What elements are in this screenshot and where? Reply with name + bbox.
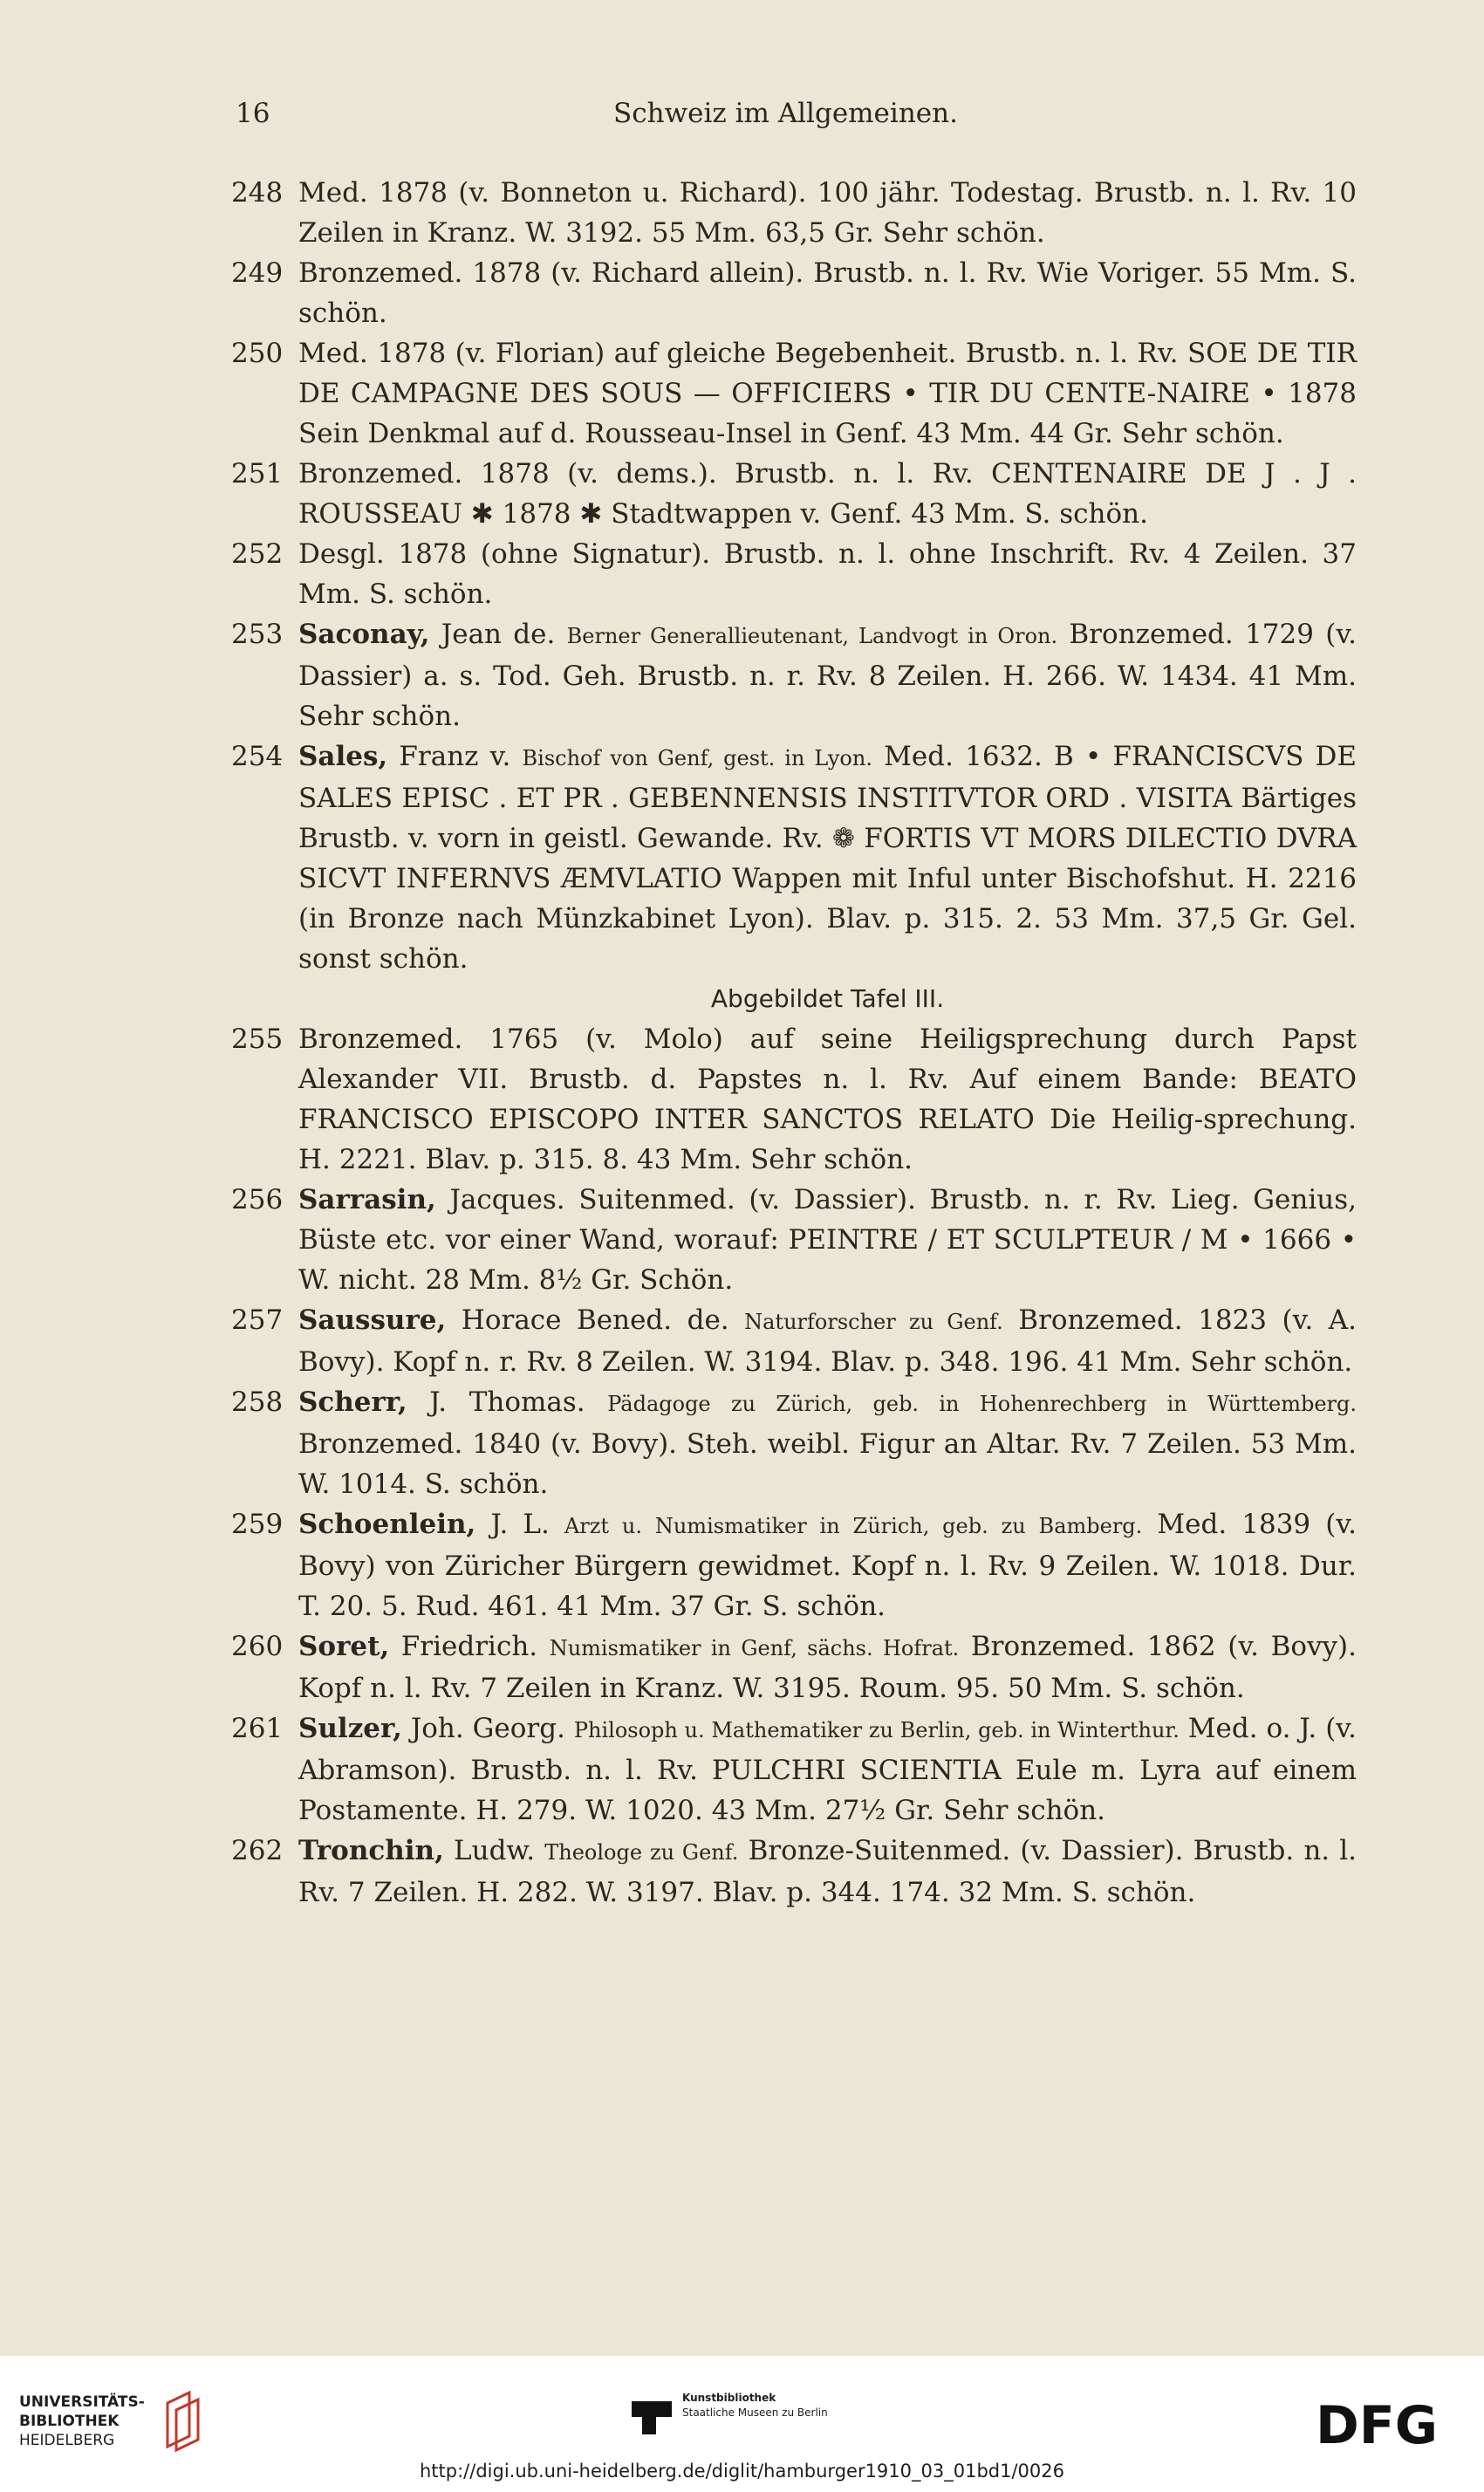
entry-note: Pädagoge zu Zürich, geb. in Hohenrechberg in Württemberg. (607, 1392, 1357, 1416)
ub-mark-icon (150, 2386, 220, 2455)
entry-note: Theologe zu Genf. (544, 1840, 739, 1865)
dfg-logo[interactable] (1316, 2398, 1464, 2450)
entry-number: 256 (231, 1184, 284, 1215)
entry-name: Tronchin, (298, 1835, 444, 1866)
catalogue-entry (231, 333, 1357, 454)
ub-logo-line2: BIBLIOTHEK (19, 2413, 120, 2430)
catalogue-entry (231, 1626, 1357, 1708)
catalogue-entry (231, 1019, 1357, 1180)
ub-heidelberg-logo[interactable] (19, 2393, 220, 2462)
entry-number: 258 (231, 1386, 284, 1418)
entry-forename: Jean de. (441, 619, 556, 650)
entry-forename: Franz v. (399, 741, 511, 772)
catalogue-entry (231, 253, 1357, 333)
entry-name: Saconay, (298, 619, 430, 650)
catalogue-entries (231, 173, 1357, 1913)
entry-forename: Friedrich. (400, 1631, 538, 1662)
entry-description: Bronzemed. 1840 (v. Bovy). Steh. weibl. Figur an Altar. Rv. 7 Zeilen. 53 Mm. W. 1014. S. schön. (298, 1428, 1357, 1500)
entry-description: Bronzemed. 1878 (v. dems.). Brustb. n. l. Rv. CENTENAIRE DE J . J . ROUSSEAU ✱ 1878 ✱ Stadtwappen v. Genf. 43 Mm. S. schön. (298, 458, 1357, 530)
entry-number: 262 (231, 1835, 284, 1866)
page-header (236, 98, 1336, 141)
entry-description: Bronzemed. 1823 (v. A. Bovy). Kopf n. r. Rv. 8 Zeilen. W. 3194. Blav. p. 348. 196. 41 Mm. Sehr schön. (298, 1304, 1357, 1378)
entry-number: 251 (231, 458, 284, 490)
catalogue-entry (231, 1382, 1357, 1504)
catalogue-entry (231, 1708, 1357, 1831)
kb-line1: Kunstbibliothek (682, 2392, 776, 2404)
kunstbibliothek-logo[interactable] (630, 2391, 857, 2443)
entry-note: Numismatiker in Genf, sächs. Hofrat. (549, 1636, 960, 1660)
catalogue-entry (231, 1504, 1357, 1626)
page-title: Schweiz im Allgemeinen. (613, 98, 958, 129)
catalogue-entry (231, 534, 1357, 614)
entry-name: Sarrasin, (298, 1184, 436, 1215)
entry-description: Bronze-Suitenmed. (v. Dassier). Brustb. n. l. Rv. 7 Zeilen. H. 282. W. 3197. Blav. p. 344. 174. 32 Mm. S. schön. (298, 1835, 1357, 1908)
catalogue-entry (231, 614, 1357, 736)
plate-reference: Abgebildet Tafel III. (710, 984, 945, 1013)
entry-description: Med. 1632. B • FRANCISCVS DE SALES EPISC . ET PR . GEBENNENSIS INSTITVTOR ORD . VISITA Bärtiges Brustb. v. vorn in geistl. Gewande. Rv. ❁ FORTIS VT MORS DILECTIO DVRA SICVT INFERNVS ÆMVLATIO Wappen mit Inful unter Bischofshut. H. 2216 (in Bronze nach Münzkabinet Lyon). Blav. p. 315. 2. 53 Mm. 37,5 Gr. Gel. sonst schön. (298, 741, 1357, 975)
entry-number: 248 (231, 177, 284, 209)
entry-description: Med. o. J. (v. Abramson). Brustb. n. l. Rv. PULCHRI SCIENTIA Eule m. Lyra auf einem Postamente. H. 279. W. 1020. 43 Mm. 27½ Gr. Sehr schön. (298, 1713, 1357, 1826)
entry-note: Philosoph u. Mathematiker zu Berlin, geb. in Winterthur. (573, 1718, 1180, 1742)
entry-forename: Joh. Georg. (410, 1713, 565, 1744)
footer-bar (0, 2356, 1484, 2492)
entry-forename: Ludw. (454, 1835, 536, 1866)
catalogue-entry (231, 1831, 1357, 1913)
entry-note: Berner Generallieutenant, Landvogt in Oron. (566, 624, 1058, 648)
entry-description: Med. 1878 (v. Bonneton u. Richard). 100 jähr. Todestag. Brustb. n. l. Rv. 10 Zeilen in Kranz. W. 3192. 55 Mm. 63,5 Gr. Sehr schön. (298, 177, 1357, 249)
entry-note: Naturforscher zu Genf. (744, 1310, 1003, 1334)
entry-forename: Horace Bened. de. (461, 1304, 729, 1336)
entry-description: Bronzemed. 1862 (v. Bovy). Kopf n. l. Rv. 7 Zeilen in Kranz. W. 3195. Roum. 95. 50 Mm. S. schön. (298, 1631, 1357, 1704)
entry-number: 252 (231, 538, 284, 570)
page-number: 16 (236, 98, 270, 129)
catalogue-entry (231, 454, 1357, 534)
entry-number: 255 (231, 1024, 284, 1055)
ub-logo-line1: UNIVERSITÄTS- (19, 2393, 145, 2411)
entry-number: 260 (231, 1631, 284, 1662)
entry-number: 253 (231, 619, 284, 650)
catalogue-entry (231, 736, 1357, 979)
entry-description: Bronzemed. 1765 (v. Molo) auf seine Heiligsprechung durch Papst Alexander VII. Brustb. d. Papstes n. l. Rv. Auf einem Bande: BEATO FRANCISCO EPISCOPO INTER SANCTOS RELATO Die Heilig-sprechung. H. 2221. Blav. p. 315. 8. 43 Mm. Sehr schön. (298, 1024, 1357, 1175)
entry-description: Med. 1839 (v. Bovy) von Züricher Bürgern gewidmet. Kopf n. l. Rv. 9 Zeilen. W. 1018. Dur. T. 20. 5. Rud. 461. 41 Mm. 37 Gr. S. schön. (298, 1509, 1357, 1622)
kunstbibliothek-icon (630, 2398, 674, 2436)
entry-note: Arzt u. Numismatiker in Zürich, geb. zu Bamberg. (564, 1514, 1143, 1538)
ub-logo-line3: HEIDELBERG (19, 2432, 115, 2449)
dfg-text: DFG (1316, 2398, 1439, 2450)
kb-line2: Staatliche Museen zu Berlin (682, 2406, 828, 2419)
entry-name: Sales, (298, 741, 388, 772)
catalogue-entry (231, 173, 1357, 253)
entry-number: 254 (231, 741, 284, 772)
entry-description: Bronzemed. 1729 (v. Dassier) a. s. Tod. Geh. Brustb. n. r. Rv. 8 Zeilen. H. 266. W. 1434. 41 Mm. Sehr schön. (298, 619, 1357, 732)
entry-name: Soret, (298, 1631, 390, 1662)
entry-description: Bronzemed. 1878 (v. Richard allein). Brustb. n. l. Rv. Wie Voriger. 55 Mm. S. schön. (298, 257, 1357, 329)
entry-number: 250 (231, 338, 284, 369)
entry-forename: J. Thomas. (429, 1386, 585, 1418)
entry-number: 249 (231, 257, 284, 289)
entry-name: Scherr, (298, 1386, 407, 1418)
entry-forename: J. L. (490, 1509, 550, 1540)
entry-name: Sulzer, (298, 1713, 402, 1744)
entry-description: Med. 1878 (v. Florian) auf gleiche Begebenheit. Brustb. n. l. Rv. SOE DE TIR DE CAMPAGNE DES SOUS — OFFICIERS • TIR DU CENTE-NAIRE • 1878 Sein Denkmal auf d. Rousseau-Insel in Genf. 43 Mm. 44 Gr. Sehr schön. (298, 338, 1357, 449)
entry-description: Desgl. 1878 (ohne Signatur). Brustb. n. l. ohne Inschrift. Rv. 4 Zeilen. 37 Mm. S. schön. (298, 538, 1357, 610)
catalogue-entry (231, 1300, 1357, 1382)
entry-number: 259 (231, 1509, 284, 1540)
entry-number: 257 (231, 1304, 284, 1336)
entry-note: Bischof von Genf, gest. in Lyon. (522, 746, 872, 770)
entry-forename: Jacques. (449, 1184, 565, 1215)
entry-name: Saussure, (298, 1304, 447, 1336)
page-url[interactable]: http://digi.ub.uni-heidelberg.de/diglit/hamburger1910_03_01bd1/0026 (420, 2461, 1064, 2482)
entry-description: Suitenmed. (v. Dassier). Brustb. n. r. Rv. Lieg. Genius, Büste etc. vor einer Wand, worauf: PEINTRE / ET SCULPTEUR / M • 1666 • W. nicht. 28 Mm. 8½ Gr. Schön. (298, 1184, 1357, 1296)
catalogue-entry (231, 1180, 1357, 1300)
entry-number: 261 (231, 1713, 284, 1744)
entry-name: Schoenlein, (298, 1509, 476, 1540)
